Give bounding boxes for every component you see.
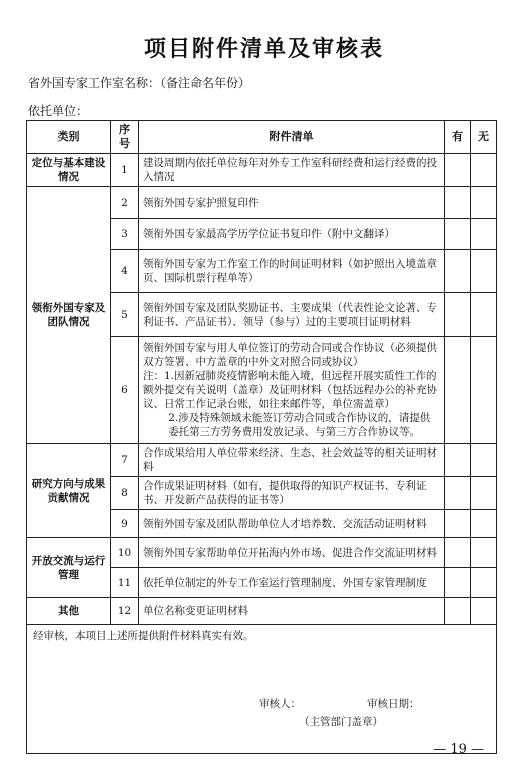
yes-checkbox-cell[interactable]: [445, 219, 471, 250]
item-cell: [139, 337, 445, 444]
table-row: [27, 187, 497, 219]
page-number-text: — 19 —: [433, 742, 484, 757]
item-note-2: 2.涉及特殊领域未能签订劳动合同或合作协议的，请提供委托第三方劳务费用发放记录、与第三方合作协议等。: [168, 412, 431, 438]
no-checkbox-cell[interactable]: [471, 293, 497, 337]
category-cell: 定位与基本建设情况: [27, 154, 111, 187]
seq-cell: 1: [111, 154, 139, 187]
item-text: 领衔外国专家与用人单位签订的劳动合同或合作协议（必须提供双方签署、中方盖章的中外文对照合同或协议）: [143, 342, 437, 368]
item-cell: 单位名称变更证明材料: [139, 598, 445, 625]
review-date-label: 审核日期：: [367, 698, 420, 710]
no-checkbox-cell[interactable]: [471, 337, 497, 444]
yes-checkbox-cell[interactable]: [445, 510, 471, 538]
reviewer-label: 审核人：: [259, 698, 301, 710]
table-row: [27, 444, 497, 477]
yes-checkbox-cell[interactable]: [445, 568, 471, 598]
table-row: [27, 538, 497, 568]
review-note: 经审核，本项目上述所提供附件材料真实有效。: [33, 630, 254, 642]
yes-checkbox-cell[interactable]: [445, 477, 471, 510]
table-header-row: [27, 121, 497, 154]
item-cell: 依托单位制定的外专工作室运行管理制度、外国专家管理制度: [139, 568, 445, 598]
no-checkbox-cell[interactable]: [471, 154, 497, 187]
seal-label: （主管部门盖章）: [299, 716, 383, 728]
no-checkbox-cell[interactable]: [471, 510, 497, 538]
no-checkbox-cell[interactable]: [471, 598, 497, 625]
yes-checkbox-cell[interactable]: [445, 293, 471, 337]
no-checkbox-cell[interactable]: [471, 187, 497, 219]
seq-cell: 9: [111, 510, 139, 538]
header-list: 附件清单: [139, 121, 445, 154]
seq-cell: 8: [111, 477, 139, 510]
item-cell: 合作成果证明材料（如有，提供取得的知识产权证书、专利证书、开发新产品获得的证书等）: [139, 477, 445, 510]
item-cell: 领衔外国专家帮助单位开拓海内外市场、促进合作交流证明材料: [139, 538, 445, 568]
item-cell: 领衔外国专家最高学历学位证书复印件（附中文翻译）: [139, 219, 445, 250]
item-note-1: 注：1.因新冠肺炎疫情影响未能入境，但远程开展实质性工作的额外提交有关说明（盖章）及证明材料（包括远程办公的补充协议、日常工作记录台账，如往来邮件等，单位需盖章）: [143, 370, 437, 410]
category-cell: 其他: [27, 598, 111, 625]
yes-checkbox-cell[interactable]: [445, 598, 471, 625]
yes-checkbox-cell[interactable]: [445, 154, 471, 187]
item-cell: 领衔外国专家及团队帮助单位人才培养数、交流活动证明材料: [139, 510, 445, 538]
yes-checkbox-cell[interactable]: [445, 250, 471, 293]
header-yes: 有: [445, 121, 471, 154]
no-checkbox-cell[interactable]: [471, 250, 497, 293]
item-cell: 领衔外国专家为工作室工作的时间证明材料（如护照出入境盖章页、国际机票行程单等）: [139, 250, 445, 293]
seq-cell: 4: [111, 250, 139, 293]
seq-cell: 2: [111, 187, 139, 219]
header-no: 无: [471, 121, 497, 154]
no-checkbox-cell[interactable]: [471, 538, 497, 568]
yes-checkbox-cell[interactable]: [445, 538, 471, 568]
item-cell: 合作成果给用人单位带来经济、生态、社会效益等的相关证明材料: [139, 444, 445, 477]
yes-checkbox-cell[interactable]: [445, 187, 471, 219]
no-checkbox-cell[interactable]: [471, 568, 497, 598]
category-cell: 领衔外国专家及团队情况: [27, 187, 111, 444]
host-unit-line: 依托单位：: [28, 104, 89, 118]
seq-cell: 11: [111, 568, 139, 598]
header-category: 类别: [27, 121, 111, 154]
attachment-table: [26, 120, 497, 754]
seq-cell: 6: [111, 337, 139, 444]
page-title: 项目附件清单及审核表: [143, 37, 384, 62]
page-number: [0, 742, 528, 757]
category-cell: 研究方向与成果贡献情况: [27, 444, 111, 538]
category-cell: 开放交流与运行管理: [27, 538, 111, 598]
seq-cell: 3: [111, 219, 139, 250]
table-row: [27, 154, 497, 187]
item-cell: 领衔外国专家及团队奖励证书、主要成果（代表性论文论著、专利证书、产品证书）、领导（参与）过的主要项目证明材料: [139, 293, 445, 337]
no-checkbox-cell[interactable]: [471, 444, 497, 477]
seq-cell: 7: [111, 444, 139, 477]
no-checkbox-cell[interactable]: [471, 477, 497, 510]
review-cell: [27, 625, 497, 754]
yes-checkbox-cell[interactable]: [445, 444, 471, 477]
no-checkbox-cell[interactable]: [471, 219, 497, 250]
item-cell: 领衔外国专家护照复印件: [139, 187, 445, 219]
seq-cell: 12: [111, 598, 139, 625]
review-row: [27, 625, 497, 754]
yes-checkbox-cell[interactable]: [445, 337, 471, 444]
table-row: [27, 598, 497, 625]
studio-name-line: 省外国专家工作室名称：（备注命名年份）: [28, 76, 251, 90]
seq-cell: 5: [111, 293, 139, 337]
item-cell: 建设周期内依托单位每年对外专工作室科研经费和运行经费的投入情况: [139, 154, 445, 187]
header-seq: 序号: [111, 121, 139, 154]
seq-cell: 10: [111, 538, 139, 568]
